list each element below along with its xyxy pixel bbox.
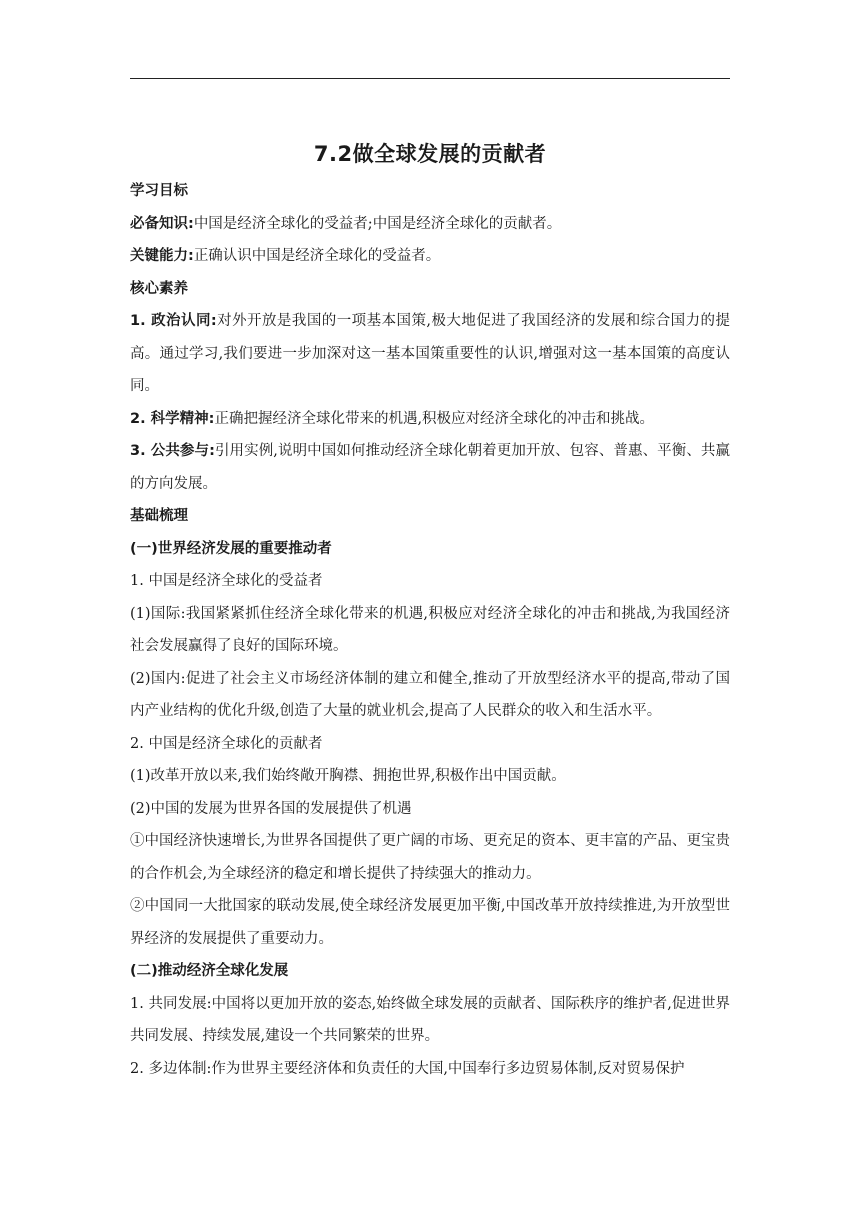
knowledge-text: 中国是经济全球化的受益者;中国是经济全球化的贡献者。: [193, 215, 562, 232]
literacy-label-3: 3. 公共参与:: [130, 443, 215, 459]
literacy-label-1: 1. 政治认同:: [130, 313, 217, 329]
header-rule: [130, 78, 730, 79]
paragraph-5: (1)改革开放以来,我们始终敞开胸襟、拥抱世界,积极作出中国贡献。: [130, 768, 566, 784]
part2-heading: (二)推动经济全球化发展: [130, 963, 289, 979]
literacy-text-3: 引用实例,说明中国如何推动经济全球化朝着更加开放、包容、普惠、平衡、共赢的方向发展。: [130, 443, 730, 492]
paragraph-6: (2)中国的发展为世界各国的发展提供了机遇: [130, 800, 412, 817]
knowledge-paragraph: [130, 208, 730, 241]
paragraph-10: 2. 多边体制:作为世界主要经济体和负责任的大国,中国奉行多边贸易体制,反对贸易保护: [130, 1060, 685, 1077]
literacy-label-2: 2. 科学精神:: [130, 410, 215, 427]
basics-heading: 基础梳理: [130, 508, 188, 524]
paragraph-9: 1. 共同发展:中国将以更加开放的姿态,始终做全球发展的贡献者、国际秩序的维护者,促进世界共同发展、持续发展,建设一个共同繁荣的世界。: [130, 995, 730, 1044]
part1-heading: (一)世界经济发展的重要推动者: [130, 540, 332, 557]
document-body: [130, 175, 730, 1085]
literacy-text-1: 对外开放是我国的一项基本国策,极大地促进了我国经济的发展和综合国力的提高。通过学习,我们要进一步加深对这一基本国策重要性的认识,增强对这一基本国策的高度认同。: [130, 313, 730, 394]
objectives-heading: 学习目标: [130, 183, 188, 199]
literacy-item-1: [130, 305, 730, 403]
paragraph-2: (1)国际:我国紧紧抓住经济全球化带来的机遇,积极应对经济全球化的冲击和挑战,为我国经济社会发展赢得了良好的国际环境。: [130, 605, 730, 654]
literacy-text-2: 正确把握经济全球化带来的机遇,积极应对经济全球化的冲击和挑战。: [214, 410, 655, 427]
knowledge-label: 必备知识:: [130, 215, 194, 232]
ability-text: 正确认识中国是经济全球化的受益者。: [193, 248, 441, 264]
page-title: 7.2做全球发展的贡献者: [313, 142, 547, 166]
paragraph-8: ②中国同一大批国家的联动发展,使全球经济发展更加平衡,中国改革开放持续推进,为开放型世界经济的发展提供了重要动力。: [130, 898, 730, 947]
paragraph-4: 2. 中国是经济全球化的贡献者: [130, 735, 323, 752]
paragraph-3: (2)国内:促进了社会主义市场经济体制的建立和健全,推动了开放型经济水平的提高,带动了国内产业结构的优化升级,创造了大量的就业机会,提高了人民群众的收入和生活水平。: [130, 670, 730, 719]
ability-label: 关键能力:: [130, 248, 194, 264]
paragraph-1: 1. 中国是经济全球化的受益者: [130, 573, 323, 589]
literacy-heading: 核心素养: [130, 280, 188, 297]
literacy-item-2: [130, 403, 730, 436]
literacy-item-3: [130, 435, 730, 500]
paragraph-7: ①中国经济快速增长,为世界各国提供了更广阔的市场、更充足的资本、更丰富的产品、更宝贵的合作机会,为全球经济的稳定和增长提供了持续强大的推动力。: [130, 833, 730, 882]
ability-paragraph: [130, 240, 730, 273]
